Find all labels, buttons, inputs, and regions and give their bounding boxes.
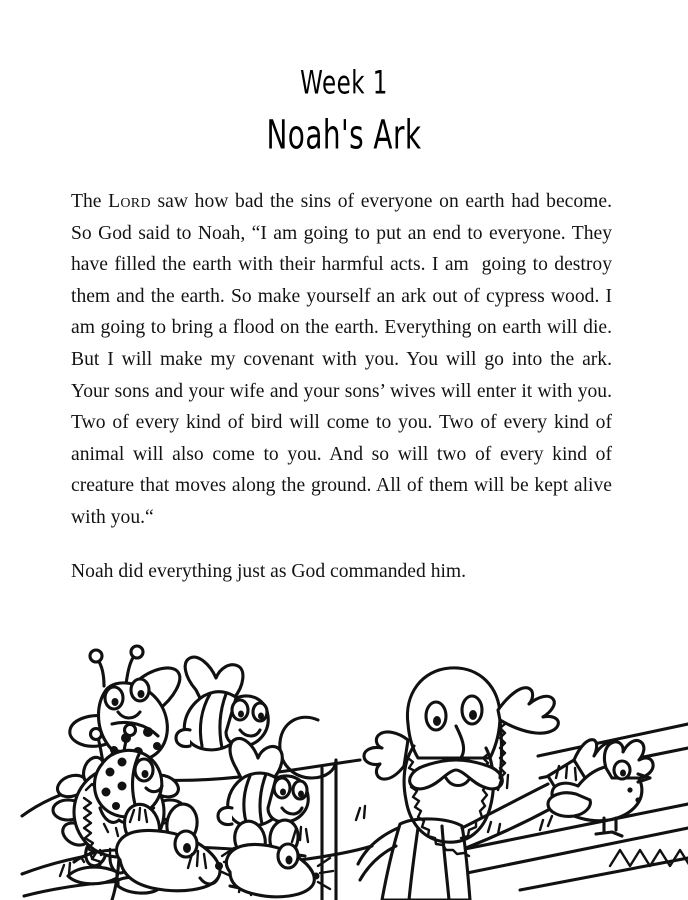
story-body: [71, 186, 617, 587]
week-label: Week 1: [300, 64, 388, 102]
divine-name-lord: Lord: [108, 191, 151, 212]
page-title: Noah's Ark: [266, 112, 422, 159]
bee-lower: [218, 738, 308, 826]
paragraph-1-rest: saw how bad the sins of everyone on earth had become. So God said to Noah, “I am going to put an end to everyone. They have filled the earth with their harmful acts. I am going to destroy them and the earth. So make yourself an ark out of cypress wood. I am going to bring a flood on the earth. Everything on earth will die. But I will make my covenant with you. You will go into the ark. Your sons and your wife and your sons’ wives will enter it with you. Two of every kind of bird will come to you. Two of every kind of animal will also come to you. And so will two of every kind of creature that moves along the ground. All of them will be kept alive with you.“: [71, 191, 617, 528]
story-illustration: [0, 628, 688, 900]
paragraph-2: Noah did everything just as God commanded him.: [71, 560, 467, 582]
bird-lower-right: [488, 822, 500, 834]
bee-upper: [176, 657, 268, 750]
paragraph-1-lead: The: [71, 191, 109, 212]
paragraph-1: [71, 186, 617, 534]
